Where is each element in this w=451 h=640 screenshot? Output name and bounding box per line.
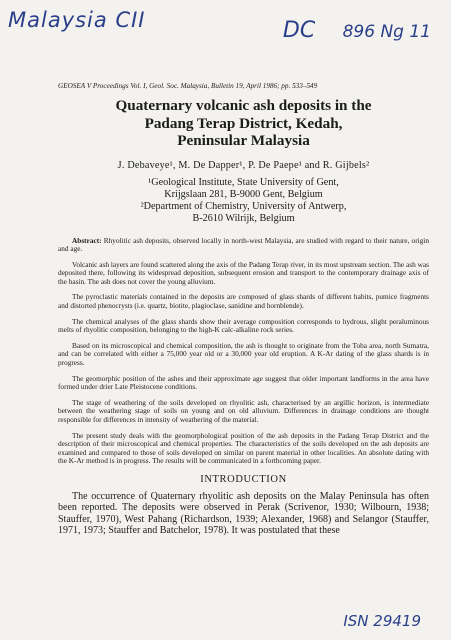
- abstract-text: Rhyolitic ash deposits, observed locally in north-west Malaysia, are studied with regard to their nature, origin and age.: [58, 235, 429, 254]
- author-list: J. Debaveye¹, M. De Dapper¹, P. De Paepe¹ and R. Gijbels²: [117, 159, 370, 171]
- section-heading-introduction: INTRODUCTION: [200, 473, 287, 485]
- abstract-section: [58, 237, 429, 466]
- affiliation-line: Krijgslaan 281, B-9000 Gent, Belgium: [164, 188, 323, 200]
- abstract-paragraph: The stage of weathering of the soils developed on rhyolitic ash, characterised by an argillic horizon, is intermediate between the weathering stage of soils on young and on old alluvium. Differences in drainage conditions are thought responsible for differences in intensity of weathering of the material.: [58, 397, 429, 424]
- introduction-paragraph: The occurrence of Quaternary rhyolitic ash deposits on the Malay Peninsula has often been reported. The deposits were observed in Perak (Scrivenor, 1930; Wilbourn, 1938; Stauffer, 1970), West Pahang (Richardson, 1939; Alexander, 1968) and Selangor (Stauffer, 1971, 1973; Stauffer and Batchelor, 1978). It was postulated that these: [58, 490, 429, 537]
- title-line-2: Padang Terap District, Kedah,: [144, 114, 343, 132]
- abstract-paragraph: The present study deals with the geomorphological position of the ash deposits in the Padang Terap District and the description of their microscopical and chemical properties. The characteristics of the soils developed on the ash deposits are examined and compared to those of soils developed on similar on parent material in other localities. An absolute dating with the K-Ar method is in progress. The results will be communicated in a forthcoming paper.: [58, 430, 429, 466]
- paper-page: [58, 82, 429, 537]
- title-line-3: Peninsular Malaysia: [177, 132, 310, 149]
- handwritten-mark: DC: [282, 18, 316, 43]
- affiliation-line: ¹Geological Institute, State University of Gent,: [148, 176, 339, 188]
- handwritten-number: 896 Ng 11: [342, 22, 431, 42]
- journal-citation: GEOSEA V Proceedings Vol. I, Geol. Soc. Malaysia, Bulletin 19, April 1986; pp. 533–549: [58, 82, 318, 90]
- abstract-label: Abstract:: [72, 235, 102, 245]
- affiliation-line: B-2610 Wilrijk, Belgium: [192, 212, 295, 224]
- abstract-paragraph: Based on its microscopical and chemical composition, the ash is thought to originate from the Toba area, north Sumatra, and can be correlated with either a 75,000 year old or a 30,000 year old eruption. A K-Ar dating of the glass shards is in progress.: [58, 340, 429, 368]
- abstract-paragraph: The chemical analyses of the glass shards show their average composition corresponds to hydrous, slight peraluminous melts of rhyolitic composition, belonging to the high-K calc-alkaline rock series.: [58, 316, 429, 335]
- title-line-1: Quaternary volcanic ash deposits in the: [115, 97, 372, 114]
- handwritten-label-top-left: Malaysia CII: [8, 8, 146, 32]
- abstract-paragraph: [58, 237, 429, 254]
- paper-title: [58, 97, 429, 150]
- handwritten-reference-top-right: [283, 18, 431, 43]
- affiliation-line: ²Department of Chemistry, University of Antwerp,: [140, 200, 347, 212]
- abstract-paragraph: The geomorphic position of the ashes and their approximate age suggest that older important landforms in the area have formed under drier Late Pleistocene conditions.: [58, 373, 429, 392]
- abstract-paragraph: The pyroclastic materials contained in the deposits are composed of glass shards of different habits, pumice fragments and distorted phenocrysts (i.e. quartz, biotite, plagioclase, sanidine and hornblende).: [58, 292, 429, 311]
- handwritten-catalog-number: ISN 29419: [343, 612, 421, 630]
- affiliations: [58, 177, 429, 225]
- abstract-paragraph: Volcanic ash layers are found scattered along the axis of the Padang Terap river, in its most upstream section. The ash was deposited there, following its widespread deposition, subsequent erosion and transport to the contemporary drainage axis of the basin. The ash does not cover the young alluvium.: [58, 259, 429, 286]
